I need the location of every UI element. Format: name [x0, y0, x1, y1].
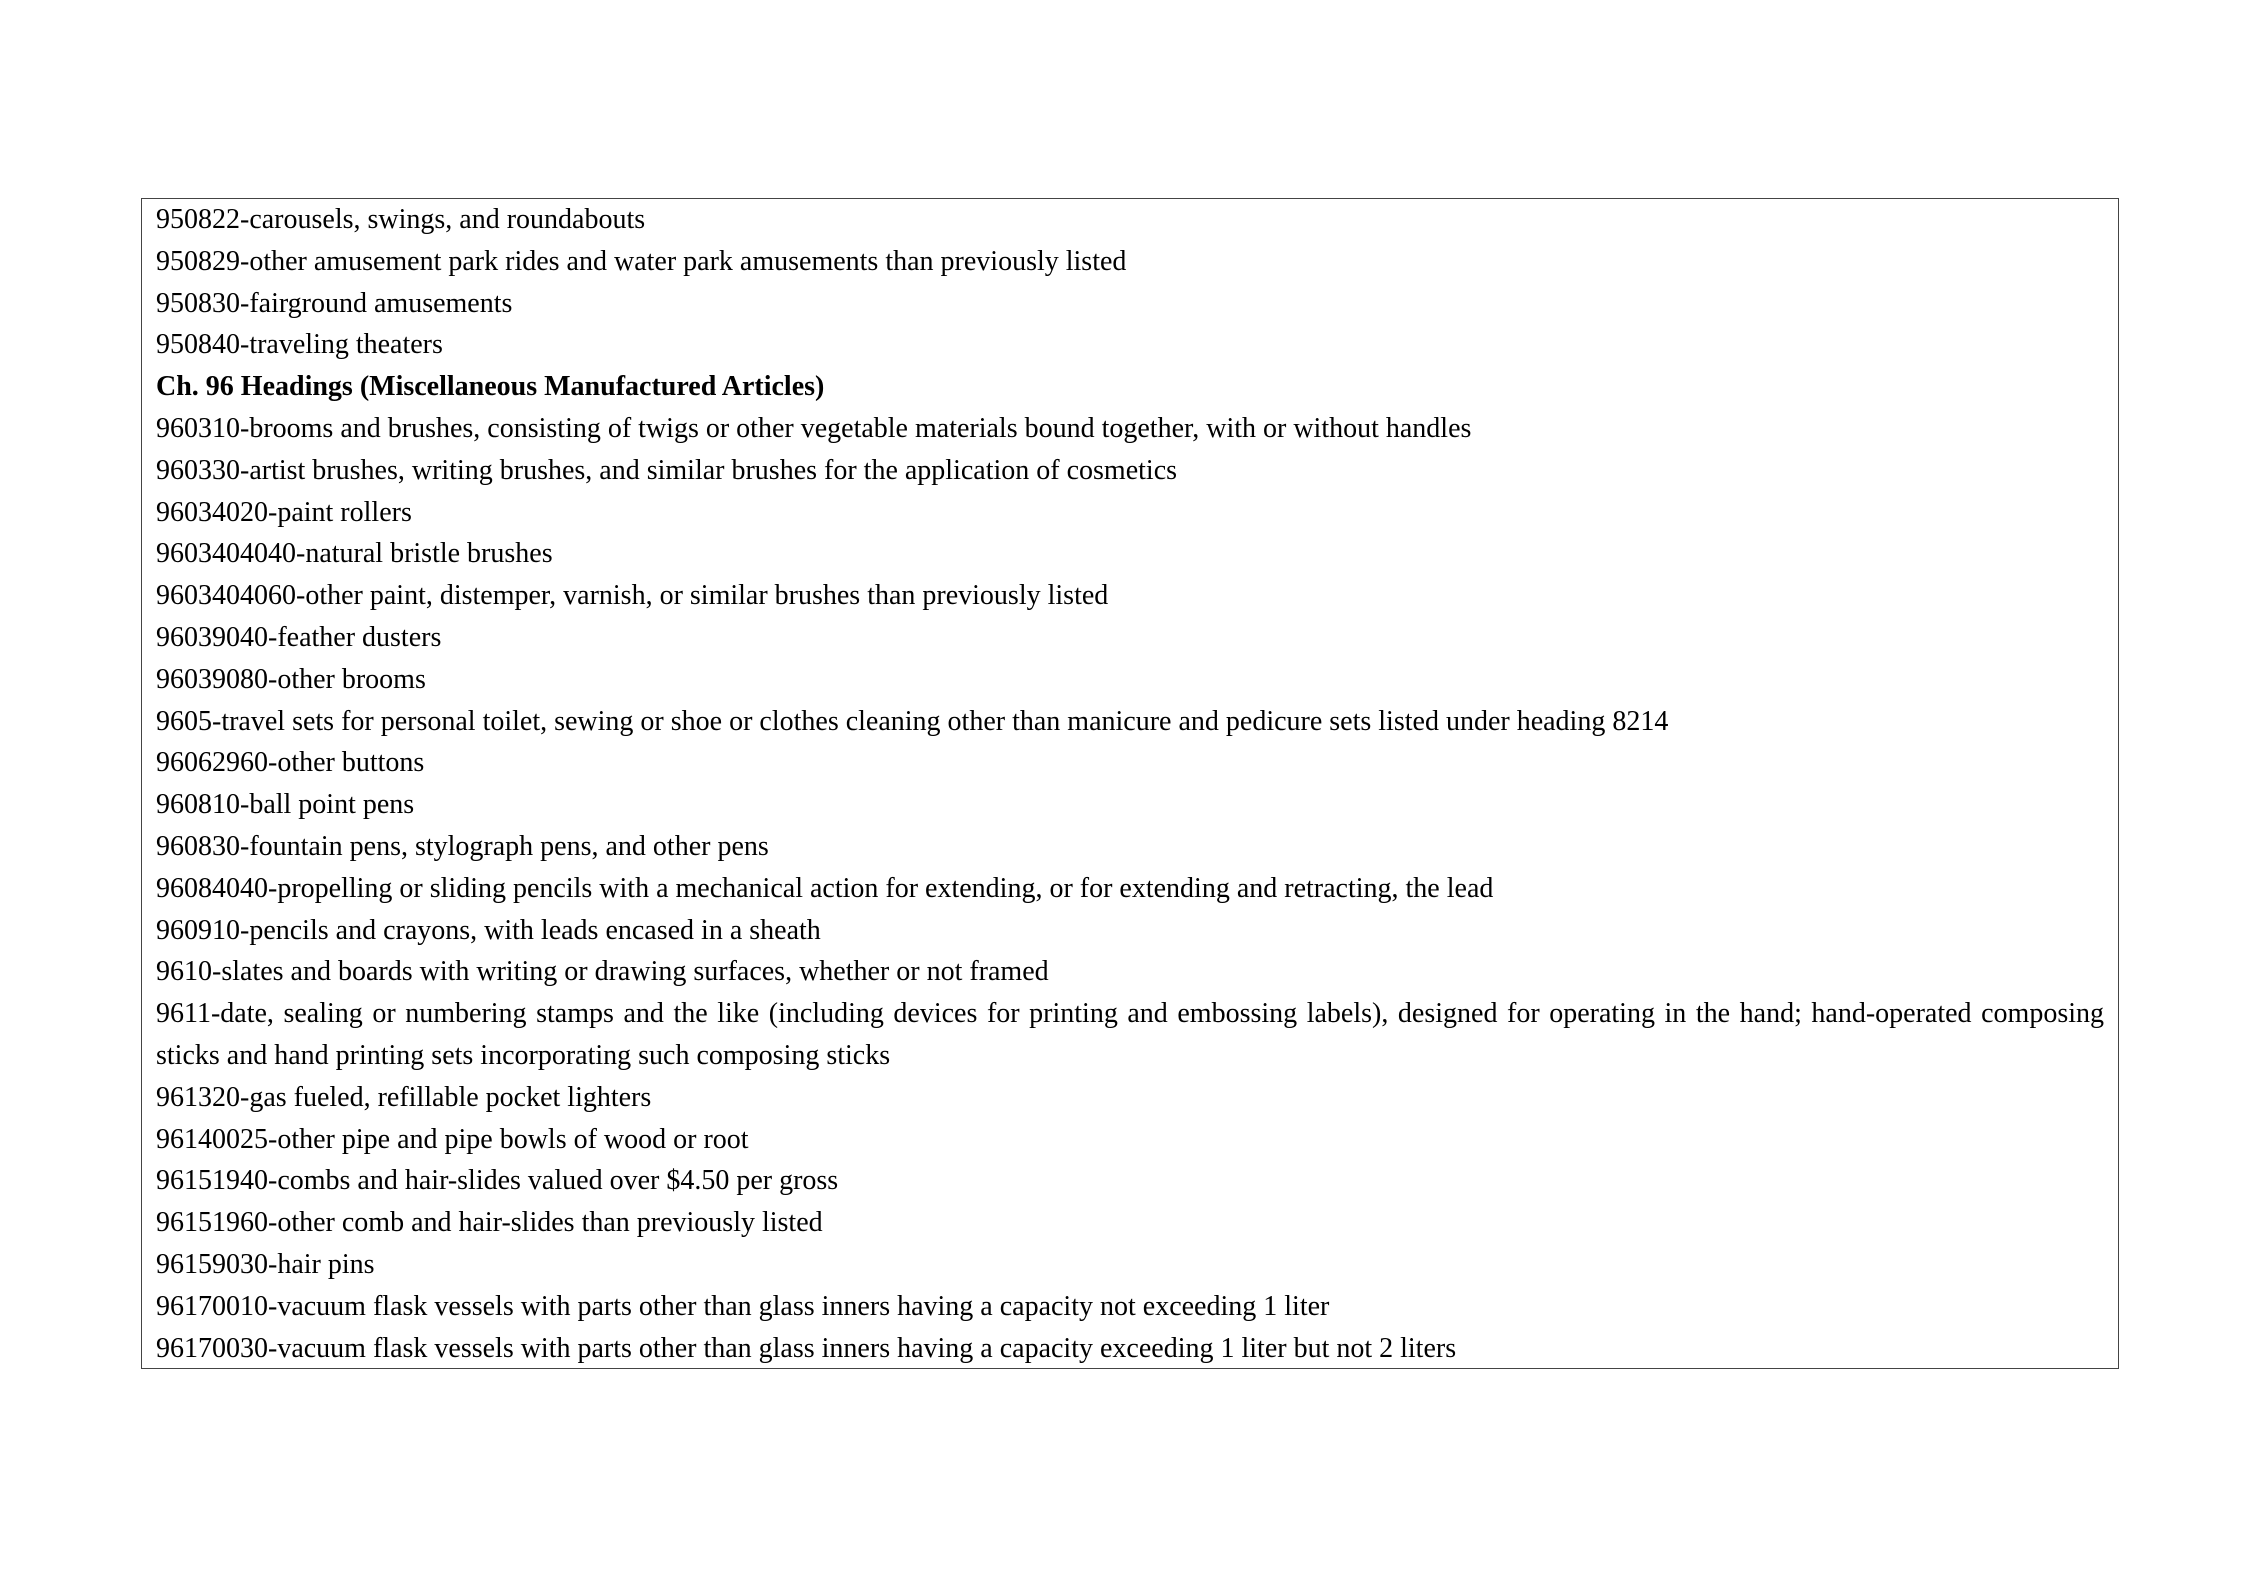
- list-item: 96039040-feather dusters: [156, 621, 442, 653]
- list-item: 950830-fairground amusements: [156, 287, 513, 319]
- list-item: 9611-date, sealing or numbering stamps and the like (including devices for printing and embossing labels), designed for operating in the hand; hand-operated composing sticks and hand printing sets incorporating such composing sticks: [156, 998, 2104, 1071]
- list-item: 96170010-vacuum flask vessels with parts other than glass inners having a capacity not exceeding 1 liter: [156, 1290, 1330, 1322]
- list-item: 960310-brooms and brushes, consisting of twigs or other vegetable materials bound together, with or without handles: [156, 412, 1472, 444]
- list-item: 960810-ball point pens: [156, 789, 415, 821]
- chapter-heading: Ch. 96 Headings (Miscellaneous Manufactured Articles): [156, 371, 825, 403]
- list-item: 950822-carousels, swings, and roundabouts: [156, 204, 646, 235]
- list-item: 96170030-vacuum flask vessels with parts other than glass inners having a capacity exceeding 1 liter but not 2 liters: [156, 1332, 1457, 1364]
- list-item: 960910-pencils and crayons, with leads encased in a sheath: [156, 914, 821, 946]
- list-item: 960830-fountain pens, stylograph pens, and other pens: [156, 830, 769, 862]
- list-item: 9605-travel sets for personal toilet, sewing or shoe or clothes cleaning other than manicure and pedicure sets listed under heading 8214: [156, 705, 1669, 737]
- document-table-box: [141, 198, 2119, 1369]
- list-item: 96034020-paint rollers: [156, 496, 412, 528]
- list-item: 9603404040-natural bristle brushes: [156, 538, 553, 570]
- list-item: 96140025-other pipe and pipe bowls of wood or root: [156, 1123, 749, 1155]
- list-item: 960330-artist brushes, writing brushes, and similar brushes for the application of cosmetics: [156, 454, 1178, 486]
- list-item: 950829-other amusement park rides and water park amusements than previously listed: [156, 245, 1127, 277]
- list-item: 96039080-other brooms: [156, 663, 426, 695]
- list-item: 96151960-other comb and hair-slides than previously listed: [156, 1207, 823, 1239]
- list-item: 950840-traveling theaters: [156, 329, 443, 361]
- list-item: 96151940-combs and hair-slides valued over $4.50 per gross: [156, 1165, 839, 1197]
- list-item: 9603404060-other paint, distemper, varnish, or similar brushes than previously listed: [156, 580, 1109, 612]
- list-item: 9610-slates and boards with writing or drawing surfaces, whether or not framed: [156, 956, 1049, 988]
- entry-list: [156, 199, 2104, 1369]
- list-item: 96159030-hair pins: [156, 1248, 375, 1280]
- list-item: 96084040-propelling or sliding pencils with a mechanical action for extending, or for extending and retracting, the lead: [156, 872, 1494, 904]
- list-item: 961320-gas fueled, refillable pocket lighters: [156, 1081, 652, 1113]
- list-item: 96062960-other buttons: [156, 747, 425, 779]
